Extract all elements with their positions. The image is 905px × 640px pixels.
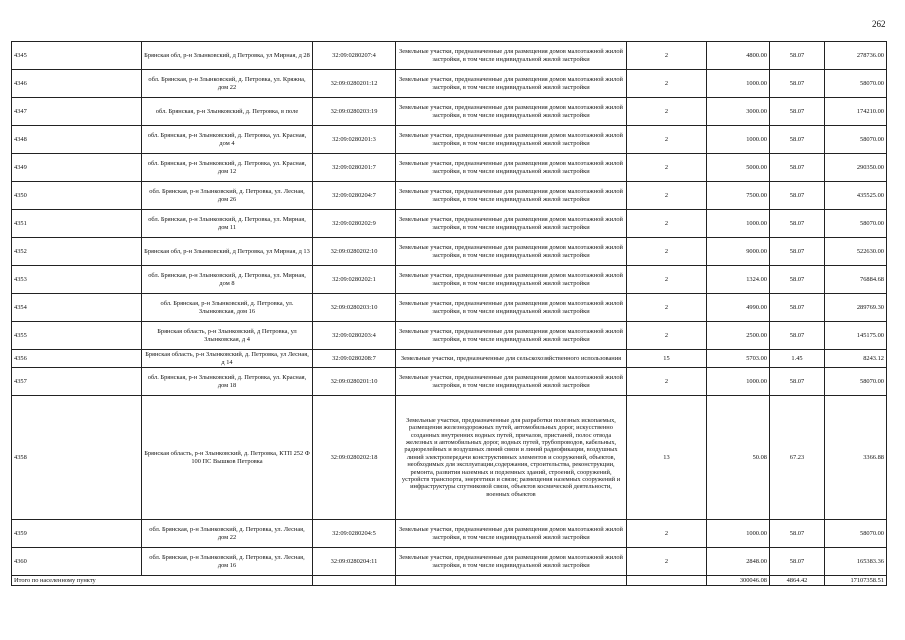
row-category-code: 2: [627, 266, 707, 294]
row-land-use: Земельные участки, предназначенные для размещения домов малоэтажной жилой застройки, в том числе индивидуальной жилой застройки: [396, 210, 627, 238]
total-empty-use: [396, 576, 627, 586]
row-number: 4352: [12, 238, 142, 266]
total-rate: 4864.42: [770, 576, 825, 586]
row-rate: 58.07: [770, 70, 825, 98]
row-land-use: Земельные участки, предназначенные для размещения домов малоэтажной жилой застройки, в том числе индивидуальной жилой застройки: [396, 154, 627, 182]
row-cadastral-number: 32:09:0280204:5: [313, 520, 396, 548]
row-cadastral-number: 32:09:0280203:4: [313, 322, 396, 350]
row-cadastral-value: 435525.00: [825, 182, 887, 210]
row-number: 4347: [12, 98, 142, 126]
row-address: обл. Брянская, р-н Злынковский, д. Петровка, ул. Злынковская, дом 16: [142, 294, 313, 322]
row-cadastral-number: 32:09:0280203:19: [313, 98, 396, 126]
row-category-code: 2: [627, 70, 707, 98]
row-address: Брянская область, р-н Злынковский, д. Петровка, КТП 252 Ф 100 ПС Вышков Петровка: [142, 396, 313, 520]
row-rate: 58.07: [770, 42, 825, 70]
page-number: 262: [872, 19, 886, 29]
row-area: 1000.00: [707, 520, 770, 548]
row-cadastral-value: 8243.12: [825, 350, 887, 368]
row-rate: 67.23: [770, 396, 825, 520]
row-cadastral-value: 289769.30: [825, 294, 887, 322]
row-land-use: Земельные участки, предназначенные для размещения домов малоэтажной жилой застройки, в том числе индивидуальной жилой застройки: [396, 238, 627, 266]
row-category-code: 2: [627, 322, 707, 350]
row-land-use: Земельные участки, предназначенные для размещения домов малоэтажной жилой застройки, в том числе индивидуальной жилой застройки: [396, 322, 627, 350]
table-row: [12, 154, 887, 182]
row-number: 4355: [12, 322, 142, 350]
row-land-use: Земельные участки, предназначенные для размещения домов малоэтажной жилой застройки, в том числе индивидуальной жилой застройки: [396, 294, 627, 322]
table-row: [12, 294, 887, 322]
row-number: 4349: [12, 154, 142, 182]
row-category-code: 2: [627, 368, 707, 396]
row-area: 1000.00: [707, 70, 770, 98]
row-address: обл. Брянская, р-н Злынковский, д. Петровка, ул. Красная, дом 18: [142, 368, 313, 396]
table-row: [12, 396, 887, 520]
row-address: обл. Брянская, р-н Злынковский, д. Петровка, ул. Лесная, дом 26: [142, 182, 313, 210]
table-row: [12, 182, 887, 210]
row-area: 1000.00: [707, 210, 770, 238]
row-rate: 58.07: [770, 322, 825, 350]
row-rate: 1.45: [770, 350, 825, 368]
row-land-use: Земельные участки, предназначенные для размещения домов малоэтажной жилой застройки, в том числе индивидуальной жилой застройки: [396, 520, 627, 548]
table-row: [12, 98, 887, 126]
row-land-use: Земельные участки, предназначенные для размещения домов малоэтажной жилой застройки, в том числе индивидуальной жилой застройки: [396, 126, 627, 154]
row-category-code: 2: [627, 294, 707, 322]
row-category-code: 15: [627, 350, 707, 368]
row-cadastral-value: 58070.00: [825, 368, 887, 396]
row-address: Брянская область, р-н Злынковский, д. Петровка, ул Лесная, д 14: [142, 350, 313, 368]
row-cadastral-value: 290350.00: [825, 154, 887, 182]
row-address: обл. Брянская, р-н Злынковский, д. Петровка, ул. Мирная, дом 8: [142, 266, 313, 294]
row-category-code: 2: [627, 154, 707, 182]
row-category-code: 2: [627, 238, 707, 266]
row-cadastral-value: 76884.68: [825, 266, 887, 294]
row-number: 4351: [12, 210, 142, 238]
row-number: 4356: [12, 350, 142, 368]
row-number: 4353: [12, 266, 142, 294]
row-cadastral-number: 32:09:0280201:10: [313, 368, 396, 396]
row-address: обл. Брянская, р-н Злынковский, д. Петровка, ул. Лесная, дом 16: [142, 548, 313, 576]
row-cadastral-number: 32:09:0280202:1: [313, 266, 396, 294]
row-land-use: Земельные участки, предназначенные для размещения домов малоэтажной жилой застройки, в том числе индивидуальной жилой застройки: [396, 70, 627, 98]
row-address: обл. Брянская, р-н Злынковский, д. Петровка, ул. Красная, дом 4: [142, 126, 313, 154]
total-row: [12, 576, 887, 586]
row-cadastral-value: 3366.88: [825, 396, 887, 520]
row-land-use: Земельные участки, предназначенные для разработки полезных ископаемых, размещения железнодорожных путей, автомобильных дорог, искусственно созданных внутренних водных путей, причалов, пристаней, полос отвода железных и автомобильных дорог, водных путей, трубопроводов, кабельных, радиорелейных и воздушных линий связи и линий радиофикации, воздушных линий электропередачи конструктивных элементов и сооружений, объектов, необходимых для эксплуатации,содержания, строительства, реконструкции, ремонта, развития наземных и подземных зданий, строений, сооружений, устройств транспорта, энергетики и связи; размещения наземных сооружений и инфраструктуры спутниковой связи, объектов космической деятельности, военных объектов: [396, 396, 627, 520]
row-number: 4360: [12, 548, 142, 576]
row-address: обл. Брянская, р-н Злынковский, д. Петровка, в поле: [142, 98, 313, 126]
table-row: [12, 548, 887, 576]
row-address: обл. Брянская, р-н Злынковский, д. Петровка, ул. Красная, дом 12: [142, 154, 313, 182]
total-value: 17107358.51: [825, 576, 887, 586]
row-number: 4358: [12, 396, 142, 520]
row-cadastral-value: 58070.00: [825, 520, 887, 548]
row-category-code: 2: [627, 42, 707, 70]
row-number: 4345: [12, 42, 142, 70]
row-cadastral-number: 32:09:0280207:4: [313, 42, 396, 70]
row-category-code: 13: [627, 396, 707, 520]
row-area: 5000.00: [707, 154, 770, 182]
row-category-code: 2: [627, 98, 707, 126]
row-number: 4357: [12, 368, 142, 396]
row-area: 7500.00: [707, 182, 770, 210]
row-rate: 58.07: [770, 520, 825, 548]
row-cadastral-value: 58070.00: [825, 210, 887, 238]
row-rate: 58.07: [770, 266, 825, 294]
table-row: [12, 322, 887, 350]
row-area: 9000.00: [707, 238, 770, 266]
row-rate: 58.07: [770, 548, 825, 576]
row-address: Брянская область, р-н Злынковский, д Петровка, ул Злынковская, д 4: [142, 322, 313, 350]
row-rate: 58.07: [770, 98, 825, 126]
table-row: [12, 368, 887, 396]
row-cadastral-value: 174210.00: [825, 98, 887, 126]
table-row: [12, 350, 887, 368]
table-row: [12, 70, 887, 98]
row-land-use: Земельные участки, предназначенные для размещения домов малоэтажной жилой застройки, в том числе индивидуальной жилой застройки: [396, 548, 627, 576]
row-area: 4990.00: [707, 294, 770, 322]
row-rate: 58.07: [770, 126, 825, 154]
row-area: 3000.00: [707, 98, 770, 126]
table-row: [12, 126, 887, 154]
row-cadastral-value: 165383.36: [825, 548, 887, 576]
row-cadastral-value: 522630.00: [825, 238, 887, 266]
row-area: 2500.00: [707, 322, 770, 350]
row-area: 1000.00: [707, 126, 770, 154]
row-area: 4800.00: [707, 42, 770, 70]
row-cadastral-number: 32:09:0280201:12: [313, 70, 396, 98]
row-category-code: 2: [627, 548, 707, 576]
row-category-code: 2: [627, 210, 707, 238]
land-registry-table: [11, 41, 887, 586]
total-empty-cadastral: [313, 576, 396, 586]
row-cadastral-number: 32:09:0280201:7: [313, 154, 396, 182]
table-row: [12, 520, 887, 548]
row-cadastral-value: 58070.00: [825, 70, 887, 98]
total-empty-code: [627, 576, 707, 586]
row-cadastral-number: 32:09:0280204:11: [313, 548, 396, 576]
registry-body: [12, 42, 887, 576]
row-cadastral-value: 58070.00: [825, 126, 887, 154]
row-land-use: Земельные участки, предназначенные для размещения домов малоэтажной жилой застройки, в том числе индивидуальной жилой застройки: [396, 266, 627, 294]
row-land-use: Земельные участки, предназначенные для размещения домов малоэтажной жилой застройки, в том числе индивидуальной жилой застройки: [396, 368, 627, 396]
row-cadastral-number: 32:09:0280204:7: [313, 182, 396, 210]
row-category-code: 2: [627, 182, 707, 210]
total-label: Итого по населенному пункту: [12, 576, 313, 586]
row-rate: 58.07: [770, 210, 825, 238]
row-land-use: Земельные участки, предназначенные для размещения домов малоэтажной жилой застройки, в том числе индивидуальной жилой застройки: [396, 98, 627, 126]
row-area: 1324.00: [707, 266, 770, 294]
row-area: 2848.00: [707, 548, 770, 576]
row-address: Брянская обл, р-н Злынковский, д Петровка, ул Мирная, д 13: [142, 238, 313, 266]
row-land-use: Земельные участки, предназначенные для размещения домов малоэтажной жилой застройки, в том числе индивидуальной жилой застройки: [396, 42, 627, 70]
row-area: 50.08: [707, 396, 770, 520]
row-rate: 58.07: [770, 294, 825, 322]
row-number: 4346: [12, 70, 142, 98]
row-cadastral-number: 32:09:0280201:3: [313, 126, 396, 154]
row-cadastral-number: 32:09:0280202:10: [313, 238, 396, 266]
row-cadastral-number: 32:09:0280208:7: [313, 350, 396, 368]
row-address: обл. Брянская, р-н Злынковский, д. Петровка, ул. Мирная, дом 11: [142, 210, 313, 238]
row-number: 4354: [12, 294, 142, 322]
row-rate: 58.07: [770, 368, 825, 396]
row-cadastral-number: 32:09:0280202:18: [313, 396, 396, 520]
row-address: обл. Брянская, р-н Злынковский, д. Петровка, ул. Лесная, дом 22: [142, 520, 313, 548]
row-land-use: Земельные участки, предназначенные для размещения домов малоэтажной жилой застройки, в том числе индивидуальной жилой застройки: [396, 182, 627, 210]
row-cadastral-number: 32:09:0280202:9: [313, 210, 396, 238]
row-number: 4348: [12, 126, 142, 154]
row-address: обл. Брянская, р-н Злынковский, д. Петровка, ул. Кряжна, дом 22: [142, 70, 313, 98]
row-land-use: Земельные участки, предназначенные для сельскохозяйственного использования: [396, 350, 627, 368]
row-cadastral-number: 32:09:0280203:10: [313, 294, 396, 322]
row-rate: 58.07: [770, 182, 825, 210]
row-area: 5703.00: [707, 350, 770, 368]
row-address: Брянская обл, р-н Злынковский, д Петровка, ул Мирная, д 28: [142, 42, 313, 70]
row-category-code: 2: [627, 520, 707, 548]
row-cadastral-value: 278736.00: [825, 42, 887, 70]
table-row: [12, 238, 887, 266]
row-category-code: 2: [627, 126, 707, 154]
row-number: 4350: [12, 182, 142, 210]
table-row: [12, 266, 887, 294]
table-row: [12, 210, 887, 238]
total-area: 300046.08: [707, 576, 770, 586]
row-rate: 58.07: [770, 238, 825, 266]
row-rate: 58.07: [770, 154, 825, 182]
row-area: 1000.00: [707, 368, 770, 396]
row-cadastral-value: 145175.00: [825, 322, 887, 350]
table-row: [12, 42, 887, 70]
row-number: 4359: [12, 520, 142, 548]
